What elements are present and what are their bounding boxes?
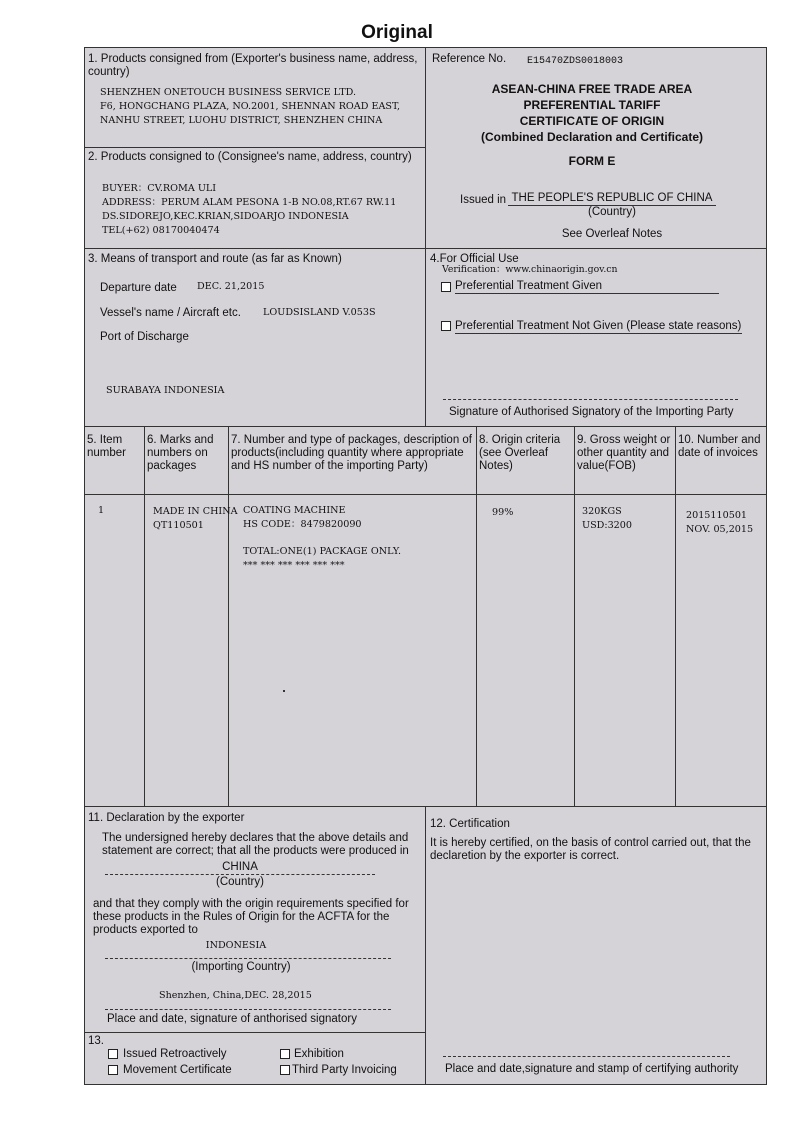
col-header-item: 5. Item number bbox=[87, 434, 126, 459]
marks-line: MADE IN CHINA bbox=[153, 506, 238, 517]
issued-retroactively-label: Issued Retroactively bbox=[123, 1048, 227, 1060]
origin-criteria: 99% bbox=[492, 507, 514, 518]
issued-in-label: Issued in bbox=[460, 194, 507, 206]
declaration-text: The undersigned hereby declares that the above details and statement are correct; that all the products were produced in bbox=[102, 832, 409, 857]
fob-value: USD:3200 bbox=[582, 520, 632, 531]
divider bbox=[85, 248, 766, 249]
box4-label: 4.For Official Use bbox=[430, 253, 519, 265]
box11-label: 11. Declaration by the exporter bbox=[88, 812, 245, 824]
checkbox-treatment-given[interactable] bbox=[441, 282, 451, 292]
invoice-number: 2015110501 bbox=[686, 510, 748, 521]
box12-label: 12. Certification bbox=[430, 818, 510, 830]
overleaf-notes: See Overleaf Notes bbox=[561, 228, 663, 240]
divider bbox=[425, 806, 426, 1084]
consignee-name: BUYER：CV.ROMA ULI bbox=[102, 183, 217, 194]
country-caption: (Country) bbox=[588, 206, 636, 218]
consignee-address-line: ADDRESS：PERUM ALAM PESONA 1-B NO.08,RT.67 RW.11 bbox=[102, 197, 397, 208]
departure-date: DEC. 21,2015 bbox=[197, 281, 265, 292]
invoice-date: NOV. 05,2015 bbox=[686, 524, 754, 535]
terminator-stars: *** *** *** *** *** *** bbox=[243, 560, 345, 571]
departure-date-label: Departure date bbox=[100, 282, 177, 294]
item-number: 1 bbox=[98, 505, 105, 516]
divider bbox=[476, 426, 477, 806]
divider bbox=[85, 494, 766, 495]
certificate-title-line: PREFERENTIAL TARIFF bbox=[523, 98, 661, 112]
certificate-form bbox=[84, 47, 767, 1085]
movement-certificate-label: Movement Certificate bbox=[123, 1064, 232, 1076]
divider bbox=[228, 426, 229, 806]
dashed-line bbox=[105, 1009, 391, 1010]
treatment-not-given-label: Preferential Treatment Not Given (Please state reasons) bbox=[455, 320, 742, 332]
divider bbox=[85, 1032, 425, 1033]
divider bbox=[574, 426, 575, 806]
treatment-given-label: Preferential Treatment Given bbox=[455, 280, 603, 292]
certification-text: It is hereby certified, on the basis of control carried out, that the declaretion by the exporter is correct. bbox=[430, 837, 751, 862]
col-header-invoice: 10. Number and date of invoices bbox=[678, 434, 761, 459]
exporter-signature-caption: Place and date, signature of anthorised signatory bbox=[107, 1013, 357, 1025]
port-of-discharge: SURABAYA INDONESIA bbox=[106, 385, 225, 396]
certificate-title-line: CERTIFICATE OF ORIGIN bbox=[519, 114, 665, 128]
col-header-origin: 8. Origin criteria (see Overleaf Notes) bbox=[479, 434, 561, 472]
importing-country: INDONESIA bbox=[205, 940, 267, 951]
signature-line bbox=[443, 1056, 730, 1057]
country-caption: (Country) bbox=[216, 876, 264, 888]
vessel-label: Vessel's name / Aircraft etc. bbox=[100, 307, 241, 319]
checkbox-third-party-invoicing[interactable] bbox=[280, 1065, 290, 1075]
consignee-address-line: DS.SIDOREJO,KEC.KRIAN,SIDOARJO INDONESIA bbox=[102, 211, 349, 222]
signature-line bbox=[443, 399, 738, 400]
marks-line: QT110501 bbox=[153, 520, 204, 531]
reference-number: E15470ZDS0018003 bbox=[527, 56, 624, 67]
page-title: Original bbox=[361, 22, 433, 43]
port-of-discharge-label: Port of Discharge bbox=[100, 331, 189, 343]
reference-label: Reference No. bbox=[432, 53, 507, 65]
producing-country: CHINA bbox=[222, 861, 258, 873]
verification-url: Verification：www.chinaorigin.gov.cn bbox=[442, 264, 618, 275]
divider bbox=[85, 426, 766, 427]
underline bbox=[455, 293, 719, 294]
compliance-text: and that they comply with the origin requirements specified for these products in the Rules of Origin for the ACFTA for the products exported to bbox=[93, 898, 409, 936]
product-description: COATING MACHINE bbox=[243, 505, 346, 516]
hs-code: HS CODE：8479820090 bbox=[243, 519, 362, 530]
issued-in-country: THE PEOPLE'S REPUBLIC OF CHINA bbox=[511, 192, 713, 204]
checkbox-exhibition[interactable] bbox=[280, 1049, 290, 1059]
checkbox-treatment-not-given[interactable] bbox=[441, 321, 451, 331]
package-total: TOTAL:ONE(1) PACKAGE ONLY. bbox=[243, 546, 401, 557]
exporter-address-line: F6, HONGCHANG PLAZA, NO.2001, SHENNAN ROAD EAST, bbox=[100, 101, 401, 112]
certificate-title-line: ASEAN-CHINA FREE TRADE AREA bbox=[491, 82, 693, 96]
checkbox-issued-retroactively[interactable] bbox=[108, 1049, 118, 1059]
col-header-weight: 9. Gross weight or other quantity and value(FOB) bbox=[577, 434, 671, 472]
box1-label: 1. Products consigned from (Exporter's business name, address, country) bbox=[88, 53, 418, 78]
divider bbox=[144, 426, 145, 806]
checkbox-movement-certificate[interactable] bbox=[108, 1065, 118, 1075]
vessel-name: LOUDSISLAND V.053S bbox=[263, 307, 376, 318]
exporter-address-line: NANHU STREET, LUOHU DISTRICT, SHENZHEN CHINA bbox=[100, 115, 383, 126]
certificate-subtitle: (Combined Declaration and Certificate) bbox=[480, 130, 704, 144]
box3-label: 3. Means of transport and route (as far as Known) bbox=[88, 253, 342, 265]
col-header-marks: 6. Marks and numbers on packages bbox=[147, 434, 214, 472]
exporter-name: SHENZHEN ONETOUCH BUSINESS SERVICE LTD. bbox=[100, 87, 357, 98]
box13-label: 13. bbox=[88, 1035, 104, 1047]
certifying-authority-caption: Place and date,signature and stamp of certifying authority bbox=[445, 1063, 739, 1075]
divider bbox=[425, 48, 426, 426]
third-party-invoicing-label: Third Party Invoicing bbox=[292, 1064, 397, 1076]
importing-country-caption: (Importing Country) bbox=[191, 961, 291, 973]
box2-label: 2. Products consigned to (Consignee's name, address, country) bbox=[88, 151, 412, 163]
consignee-phone: TEL(+62) 08170040474 bbox=[102, 225, 220, 236]
stray-dot bbox=[283, 690, 285, 692]
divider bbox=[85, 147, 425, 148]
exhibition-label: Exhibition bbox=[294, 1048, 344, 1060]
form-name: FORM E bbox=[568, 154, 616, 168]
dashed-line bbox=[105, 958, 391, 959]
exporter-place-date: Shenzhen, China,DEC. 28,2015 bbox=[159, 990, 312, 1001]
importing-signature-caption: Signature of Authorised Signatory of the Importing Party bbox=[449, 406, 734, 418]
underline bbox=[455, 333, 742, 334]
divider bbox=[675, 426, 676, 806]
gross-weight: 320KGS bbox=[582, 506, 622, 517]
dashed-line bbox=[105, 874, 375, 875]
col-header-description: 7. Number and type of packages, description of products(including quantity where appropriate and HS number of the importing Party) bbox=[231, 434, 473, 472]
